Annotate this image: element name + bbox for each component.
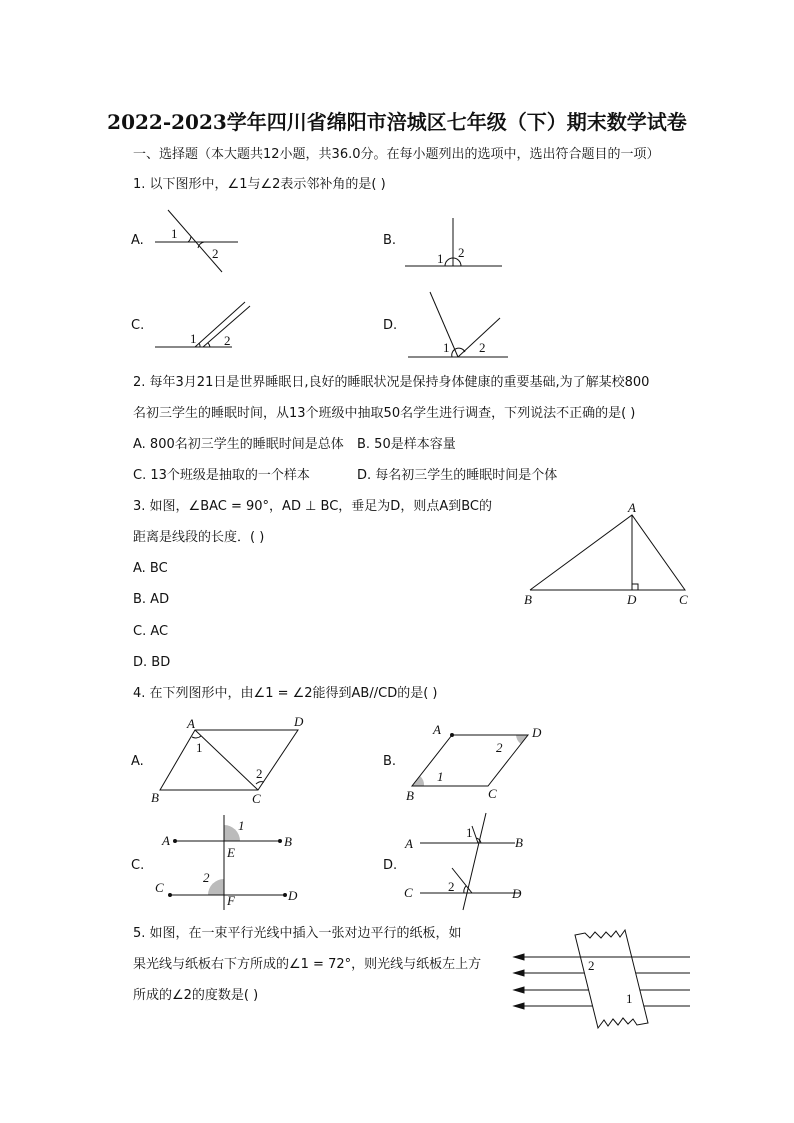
q1-option-c[interactable]: C. (131, 318, 145, 333)
svg-text:D: D (532, 725, 542, 740)
q1-option-b[interactable]: B. (383, 233, 397, 248)
svg-text:2: 2 (479, 340, 486, 355)
svg-text:D: D (512, 886, 522, 901)
q4-figure-b (406, 722, 542, 803)
q4-option-a[interactable]: A. (131, 754, 144, 769)
question-3-stem-line1: 3. 如图，∠BAC = 90°，AD ⊥ BC，垂足为D，则点A到BC的 (133, 499, 492, 514)
svg-text:A: A (433, 722, 441, 737)
q1-figure-d (408, 292, 508, 357)
svg-text:1: 1 (626, 991, 633, 1006)
svg-text:B: B (515, 835, 523, 850)
svg-text:C: C (404, 885, 413, 900)
svg-text:A: A (162, 833, 170, 848)
question-5-stem-line3: 所成的∠2的度数是( ) (133, 988, 259, 1003)
q4-option-b[interactable]: B. (383, 754, 397, 769)
question-4-stem: 4. 在下列图形中，由∠1 = ∠2能得到AB//CD的是( ) (133, 686, 438, 701)
q4-option-d[interactable]: D. (383, 858, 398, 873)
svg-text:1: 1 (437, 251, 444, 266)
svg-text:F: F (227, 893, 235, 908)
svg-text:1: 1 (437, 769, 444, 784)
q2-option-d[interactable]: D. 每名初三学生的睡眠时间是个体 (357, 468, 558, 483)
q2-option-b[interactable]: B. 50是样本容量 (357, 437, 456, 452)
q3-option-d[interactable]: D. BD (133, 655, 171, 670)
q5-light-figure (514, 930, 690, 1028)
svg-text:1: 1 (190, 331, 197, 346)
q4-figure-a (151, 714, 304, 806)
svg-text:B: B (284, 834, 292, 849)
svg-text:2: 2 (458, 245, 465, 260)
svg-text:A: A (187, 716, 195, 731)
svg-text:1: 1 (196, 740, 203, 755)
q1-option-a[interactable]: A. (131, 233, 144, 248)
q3-option-c[interactable]: C. AC (133, 624, 169, 639)
svg-text:C: C (252, 791, 261, 806)
svg-text:C: C (155, 880, 164, 895)
q4-figure-c (155, 815, 298, 910)
svg-text:C: C (488, 786, 497, 801)
svg-text:1: 1 (443, 340, 450, 355)
svg-text:B: B (406, 788, 414, 803)
q2-option-c[interactable]: C. 13个班级是抽取的一个样本 (133, 468, 310, 483)
svg-text:1: 1 (238, 818, 245, 833)
q1-figure-c (155, 302, 250, 348)
question-1-stem: 1. 以下图形中，∠1与∠2表示邻补角的是( ) (133, 177, 386, 192)
svg-text:B: B (151, 790, 159, 805)
question-2-stem-line1: 2. 每年3月21日是世界睡眠日,良好的睡眠状况是保持身体健康的重要基础,为了解某校800 (133, 375, 650, 390)
q3-triangle-figure (524, 500, 688, 607)
svg-text:D: D (294, 714, 304, 729)
svg-text:2: 2 (212, 246, 219, 261)
section-heading: 一、选择题（本大题共12小题，共36.0分。在每小题列出的选项中，选出符合题目的一项） (133, 147, 660, 162)
svg-text:1: 1 (171, 226, 178, 241)
svg-text:2: 2 (496, 740, 503, 755)
q3-option-a[interactable]: A. BC (133, 561, 168, 576)
page-title: 2022-2023学年四川省绵阳市涪城区七年级（下）期末数学试卷 (107, 110, 687, 134)
question-3-stem-line2: 距离是线段的长度．( ) (133, 530, 265, 545)
svg-text:C: C (679, 592, 688, 607)
q1-figure-b (405, 218, 502, 266)
q2-option-a[interactable]: A. 800名初三学生的睡眠时间是总体 (133, 437, 344, 452)
svg-text:2: 2 (224, 333, 231, 348)
q4-figure-d (404, 813, 523, 910)
q1-figure-a (155, 210, 238, 272)
question-2-stem-line2: 名初三学生的睡眠时间，从13个班级中抽取50名学生进行调查，下列说法不正确的是( ) (133, 406, 636, 421)
svg-text:E: E (227, 845, 235, 860)
q4-option-c[interactable]: C. (131, 858, 145, 873)
svg-text:D: D (627, 592, 637, 607)
svg-text:A: A (405, 836, 413, 851)
svg-text:2: 2 (588, 958, 595, 973)
svg-text:A: A (628, 500, 636, 515)
q3-option-b[interactable]: B. AD (133, 592, 170, 607)
svg-text:2: 2 (448, 879, 455, 894)
svg-text:D: D (288, 888, 298, 903)
svg-text:1: 1 (466, 825, 473, 840)
svg-text:B: B (524, 592, 532, 607)
q1-option-d[interactable]: D. (383, 318, 398, 333)
question-5-stem-line2: 果光线与纸板右下方所成的∠1 = 72°，则光线与纸板左上方 (133, 957, 482, 972)
svg-text:2: 2 (256, 766, 263, 781)
svg-text:2: 2 (203, 870, 210, 885)
question-5-stem-line1: 5. 如图，在一束平行光线中插入一张对边平行的纸板，如 (133, 926, 462, 941)
